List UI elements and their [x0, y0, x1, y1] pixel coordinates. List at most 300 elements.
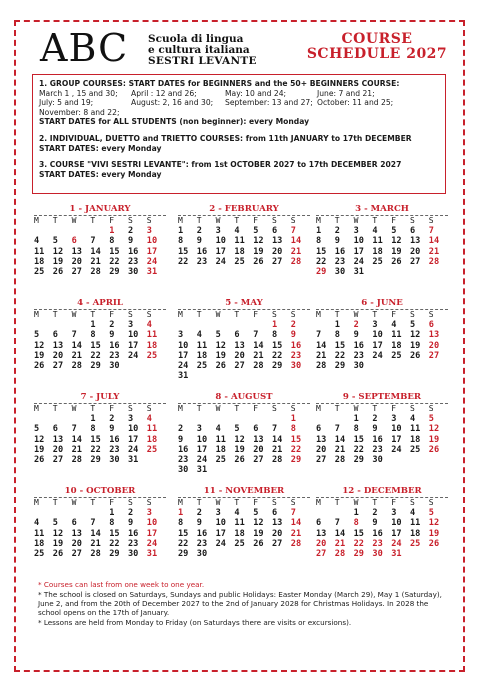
day-cell: 5 [428, 508, 434, 519]
day-cell: 11 [234, 518, 245, 529]
day-cell: 23 [334, 256, 346, 267]
weekday-header: T [372, 216, 378, 225]
day-cell: 13 [409, 236, 421, 247]
day-cell: 25 [34, 548, 45, 559]
weekday-header: M [316, 216, 321, 225]
day-cell: 17 [127, 340, 139, 351]
note-lessons: * Lessons are held from Monday to Friday (on Saturdays there are visits or excursions). [38, 618, 352, 627]
day-cell: 24 [372, 350, 383, 361]
day-cell: 9 [127, 518, 134, 529]
day-cell: 7 [253, 330, 259, 341]
day-cell: 23 [353, 350, 364, 361]
weekday-header: S [127, 498, 133, 507]
day-cell: 8 [90, 424, 96, 435]
empty-day [72, 320, 91, 330]
day-cell: 8 [271, 330, 278, 341]
day-cell: 31 [196, 465, 208, 476]
weekday-header: W [71, 310, 77, 319]
day-cell: 30 [372, 548, 383, 559]
day-cell: 25 [409, 444, 421, 455]
day-cell: 5 [253, 508, 259, 519]
day-cell: 6 [316, 424, 322, 435]
day-cell: 9 [127, 236, 134, 247]
day-cell: 20 [428, 340, 440, 351]
day-cell: 25 [234, 538, 245, 549]
day-cell: 10 [215, 518, 226, 529]
weekday-header: M [178, 216, 183, 225]
day-cell: 11 [391, 330, 402, 341]
day-cell: 15 [353, 528, 364, 539]
day-cell: 9 [178, 434, 184, 445]
day-cell: 6 [428, 320, 434, 331]
day-cell: 9 [109, 330, 115, 341]
day-cell: 18 [215, 444, 226, 455]
weekday-header: T [196, 216, 202, 225]
weekday-header: S [428, 498, 434, 507]
weekday-header: F [253, 498, 259, 507]
day-cell: 8 [178, 236, 184, 247]
weekday-header: W [215, 498, 221, 507]
day-cell: 7 [290, 508, 296, 519]
day-cell: 27 [316, 548, 327, 559]
day-cell: 12 [215, 340, 226, 351]
vivi-start-dates: START DATES: every Monday [39, 169, 162, 179]
day-cell: 1 [90, 320, 96, 331]
day-cell: 24 [178, 360, 189, 371]
day-cell: 2 [178, 424, 184, 435]
day-cell: 15 [90, 434, 101, 445]
school-logo: ABC [40, 26, 129, 70]
weekday-header: T [372, 404, 378, 413]
day-cell: 16 [196, 246, 208, 257]
day-cell: 30 [196, 548, 208, 559]
day-cell: 7 [90, 518, 96, 529]
weekday-header: T [52, 498, 58, 507]
all-students-start: START DATES for ALL STUDENTS (non beginner): every Monday [39, 117, 310, 127]
day-cell: 13 [428, 330, 440, 341]
day-cell: 8 [109, 236, 115, 247]
weekday-header: T [334, 216, 340, 225]
month-days-grid [34, 309, 166, 371]
day-cell: 16 [372, 528, 383, 539]
day-cell: 31 [146, 266, 158, 277]
day-cell: 4 [146, 320, 152, 331]
day-cell: 4 [372, 226, 378, 237]
day-cell: 28 [316, 360, 327, 371]
day-cell: 8 [109, 518, 115, 529]
day-cell: 29 [109, 548, 120, 559]
month-days-grid [178, 497, 310, 559]
day-cell: 17 [372, 340, 383, 351]
day-cell: 28 [90, 548, 101, 559]
day-cell: 16 [127, 528, 139, 539]
day-cell: 30 [127, 548, 139, 559]
day-cell: 21 [90, 538, 101, 549]
day-cell: 15 [178, 528, 189, 539]
day-cell: 21 [428, 246, 440, 257]
day-cell: 8 [353, 424, 359, 435]
start-date-item: October: 11 and 25; [317, 98, 394, 108]
day-cell: 13 [71, 246, 82, 257]
weekday-header: S [146, 404, 152, 413]
day-cell: 19 [52, 256, 64, 267]
day-cell: 1 [334, 320, 340, 331]
day-cell: 26 [428, 538, 440, 549]
day-cell: 17 [146, 246, 158, 257]
day-cell: 12 [52, 528, 64, 539]
weekday-header: F [109, 310, 115, 319]
day-cell: 18 [234, 528, 245, 539]
month-name: 2 - FEBRUARY [209, 204, 279, 214]
day-cell: 29 [334, 360, 346, 371]
day-cell: 5 [215, 330, 221, 341]
day-cell: 10 [391, 424, 402, 435]
weekday-header: S [271, 498, 277, 507]
empty-day [72, 414, 91, 424]
day-cell: 1 [271, 320, 278, 331]
day-cell: 9 [290, 330, 296, 341]
day-cell: 3 [127, 414, 134, 425]
month-calendar [316, 298, 448, 371]
month-days-grid [316, 403, 448, 465]
day-cell: 3 [146, 508, 152, 519]
day-cell: 11 [34, 246, 45, 257]
note-closures: * The school is closed on Saturdays, Sundays and public Holidays: Easter Monday (March 29), May 1 (Saturday), June 2, and from the 20th of December 2027 to the 2nd of January 2028 for Christmas Holidays. In 2028 the school opens on the 17th of January. [38, 590, 442, 617]
day-cell: 11 [234, 236, 245, 247]
weekday-header: F [109, 216, 115, 225]
day-cell: 3 [353, 226, 359, 237]
day-cell: 25 [372, 256, 383, 267]
day-cell: 25 [146, 350, 158, 361]
day-cell: 22 [109, 256, 120, 267]
day-cell: 23 [127, 538, 139, 549]
weekday-header: T [90, 216, 96, 225]
day-cell: 29 [109, 266, 120, 277]
weekday-header: T [234, 310, 240, 319]
empty-day [72, 508, 91, 518]
day-cell: 21 [271, 444, 283, 455]
school-name-line3: SESTRI LEVANTE [148, 55, 257, 67]
day-cell: 18 [34, 256, 45, 267]
weekday-header: M [178, 498, 183, 507]
empty-day [34, 414, 53, 424]
day-cell: 25 [34, 266, 45, 277]
day-cell: 24 [196, 454, 208, 465]
empty-day [335, 414, 354, 424]
day-cell: 12 [428, 424, 440, 435]
day-cell: 20 [253, 444, 264, 455]
day-cell: 23 [290, 350, 302, 361]
weekday-header: S [428, 404, 434, 413]
day-cell: 20 [409, 246, 421, 257]
day-cell: 11 [146, 330, 158, 341]
weekday-header: W [71, 498, 77, 507]
day-cell: 3 [215, 226, 221, 237]
day-cell: 28 [428, 256, 440, 267]
weekday-header: T [52, 404, 58, 413]
start-date-item: September: 13 and 27; [225, 98, 313, 108]
empty-day [90, 226, 109, 236]
weekday-header: M [178, 404, 183, 413]
weekday-header: T [334, 404, 340, 413]
day-cell: 6 [71, 518, 77, 529]
day-cell: 9 [196, 236, 202, 247]
day-cell: 30 [178, 465, 189, 476]
day-cell: 27 [52, 454, 64, 465]
weekday-header: W [353, 310, 359, 319]
day-cell: 9 [372, 424, 378, 435]
day-cell: 27 [71, 548, 82, 559]
start-date-item: May: 10 and 24; [225, 88, 287, 98]
day-cell: 4 [34, 236, 40, 247]
day-cell: 23 [127, 256, 139, 267]
day-cell: 24 [215, 256, 226, 267]
month-calendar [34, 486, 166, 559]
individual-courses-section [39, 134, 439, 153]
day-cell: 14 [334, 528, 346, 539]
weekday-header: T [196, 498, 202, 507]
start-date-item: June: 7 and 21; [317, 88, 375, 98]
day-cell: 14 [334, 434, 346, 445]
weekday-header: S [290, 216, 296, 225]
day-cell: 6 [409, 226, 416, 237]
day-cell: 11 [196, 340, 208, 351]
day-cell: 30 [372, 454, 383, 465]
day-cell: 3 [372, 320, 378, 331]
weekday-header: S [290, 404, 296, 413]
day-cell: 31 [146, 548, 158, 559]
day-cell: 19 [428, 528, 440, 539]
day-cell: 18 [391, 340, 402, 351]
calendar-grid [34, 204, 446, 584]
day-cell: 19 [215, 350, 226, 361]
day-cell: 23 [196, 538, 208, 549]
weekday-header: W [215, 404, 221, 413]
day-cell: 12 [52, 246, 64, 257]
day-cell: 26 [34, 360, 45, 371]
day-cell: 15 [90, 340, 101, 351]
weekday-header: S [290, 310, 296, 319]
day-cell: 10 [391, 518, 402, 529]
day-cell: 16 [127, 246, 139, 257]
day-cell: 29 [316, 266, 327, 277]
weekday-header: M [316, 404, 321, 413]
weekday-header: T [196, 404, 202, 413]
empty-day [53, 320, 72, 330]
day-cell: 13 [52, 340, 64, 351]
month-days-grid [316, 497, 448, 559]
day-cell: 7 [316, 330, 322, 341]
day-cell: 25 [391, 350, 402, 361]
group-courses-section [39, 79, 439, 127]
day-cell: 19 [391, 246, 402, 257]
weekday-header: S [428, 216, 434, 225]
day-cell: 10 [353, 236, 364, 247]
day-cell: 19 [234, 444, 245, 455]
empty-day [178, 320, 197, 330]
weekday-header: M [34, 498, 39, 507]
weekday-header: W [215, 216, 221, 225]
day-cell: 20 [52, 350, 64, 361]
weekday-header: T [334, 498, 340, 507]
day-cell: 3 [215, 508, 221, 519]
weekday-header: F [391, 216, 397, 225]
day-cell: 22 [271, 350, 283, 361]
day-cell: 27 [71, 266, 82, 277]
month-days-grid [34, 215, 166, 277]
day-cell: 14 [90, 246, 101, 257]
empty-day [234, 414, 253, 424]
day-cell: 16 [372, 434, 383, 445]
weekday-header: T [234, 498, 240, 507]
day-cell: 1 [178, 226, 184, 237]
day-cell: 4 [215, 424, 221, 435]
group-start-dates [39, 89, 439, 108]
day-cell: 11 [215, 434, 226, 445]
day-cell: 4 [196, 330, 202, 341]
day-cell: 7 [71, 330, 77, 341]
month-days-grid [178, 215, 310, 267]
day-cell: 26 [52, 548, 64, 559]
day-cell: 20 [234, 350, 245, 361]
day-cell: 17 [215, 246, 226, 257]
day-cell: 15 [271, 340, 283, 351]
day-cell: 14 [290, 236, 302, 247]
empty-day [316, 320, 335, 330]
day-cell: 12 [409, 330, 421, 341]
day-cell: 12 [391, 236, 402, 247]
empty-day [234, 320, 253, 330]
day-cell: 23 [196, 256, 208, 267]
month-calendar [34, 298, 166, 371]
month-calendar [316, 486, 448, 559]
day-cell: 17 [215, 528, 226, 539]
school-name-line1: Scuola di lingua [148, 33, 244, 45]
day-cell: 9 [109, 424, 115, 435]
day-cell: 6 [253, 424, 259, 435]
empty-day [53, 414, 72, 424]
empty-day [316, 508, 335, 518]
info-box [32, 74, 446, 194]
month-days-grid [316, 309, 448, 371]
group-courses-title: 1. GROUP COURSES: START DATES for BEGINNERS and the 50+ BEGINNERS COURSE: [39, 79, 400, 88]
month-calendar [34, 392, 166, 465]
weekday-header: W [71, 216, 77, 225]
footnotes [38, 580, 442, 628]
weekday-header: T [90, 498, 96, 507]
day-cell: 18 [409, 434, 421, 445]
day-cell: 27 [52, 360, 64, 371]
day-cell: 16 [109, 340, 120, 351]
weekday-header: S [409, 216, 415, 225]
month-days-grid [316, 215, 448, 277]
month-days-grid [34, 403, 166, 465]
weekday-header: S [127, 404, 133, 413]
day-cell: 23 [178, 454, 189, 465]
day-cell: 21 [90, 256, 101, 267]
weekday-header: T [372, 310, 378, 319]
day-cell: 18 [409, 528, 421, 539]
month-name: 4 - APRIL [77, 298, 123, 308]
day-cell: 14 [428, 236, 440, 247]
weekday-header: T [52, 216, 58, 225]
day-cell: 15 [334, 340, 346, 351]
day-cell: 21 [290, 528, 302, 539]
day-cell: 30 [334, 266, 346, 277]
day-cell: 1 [290, 414, 296, 425]
day-cell: 30 [127, 266, 139, 277]
day-cell: 23 [372, 444, 383, 455]
day-cell: 14 [253, 340, 264, 351]
empty-day [178, 414, 197, 424]
day-cell: 24 [127, 444, 139, 455]
weekday-header: F [109, 404, 115, 413]
day-cell: 8 [353, 518, 359, 529]
day-cell: 6 [71, 236, 77, 247]
day-cell: 16 [334, 246, 346, 257]
day-cell: 13 [71, 528, 82, 539]
day-cell: 19 [34, 350, 45, 361]
start-date-item: August: 2, 16 and 30; [131, 98, 214, 108]
day-cell: 6 [316, 518, 322, 529]
day-cell: 22 [90, 350, 101, 361]
day-cell: 21 [253, 350, 264, 361]
day-cell: 5 [253, 226, 259, 237]
day-cell: 31 [391, 548, 402, 559]
day-cell: 10 [127, 330, 139, 341]
day-cell: 28 [334, 454, 346, 465]
day-cell: 24 [127, 350, 139, 361]
weekday-header: T [90, 310, 96, 319]
weekday-header: T [372, 498, 378, 507]
day-cell: 15 [178, 246, 189, 257]
day-cell: 5 [234, 424, 240, 435]
weekday-header: M [316, 310, 321, 319]
month-days-grid [178, 309, 310, 381]
month-calendar [316, 204, 448, 277]
day-cell: 26 [428, 444, 440, 455]
day-cell: 28 [290, 538, 302, 549]
day-cell: 15 [316, 246, 327, 257]
day-cell: 3 [391, 414, 397, 425]
day-cell: 24 [353, 256, 364, 267]
day-cell: 1 [90, 414, 96, 425]
day-cell: 7 [71, 424, 77, 435]
day-cell: 19 [253, 528, 264, 539]
day-cell: 8 [290, 424, 296, 435]
weekday-header: T [90, 404, 96, 413]
day-cell: 7 [334, 518, 340, 529]
day-cell: 27 [316, 454, 327, 465]
day-cell: 27 [253, 454, 264, 465]
day-cell: 4 [234, 226, 240, 237]
day-cell: 17 [353, 246, 364, 257]
weekday-header: T [234, 216, 240, 225]
day-cell: 24 [146, 256, 158, 267]
day-cell: 5 [52, 518, 58, 529]
month-name: 3 - MARCH [355, 204, 409, 214]
month-calendar [316, 392, 448, 465]
empty-day [90, 508, 109, 518]
day-cell: 16 [290, 340, 302, 351]
day-cell: 20 [271, 246, 283, 257]
school-name-line2: e cultura italiana [148, 44, 250, 56]
day-cell: 5 [34, 424, 40, 435]
month-calendar [178, 392, 310, 475]
weekday-header: S [146, 216, 152, 225]
day-cell: 26 [391, 256, 402, 267]
day-cell: 21 [290, 246, 302, 257]
